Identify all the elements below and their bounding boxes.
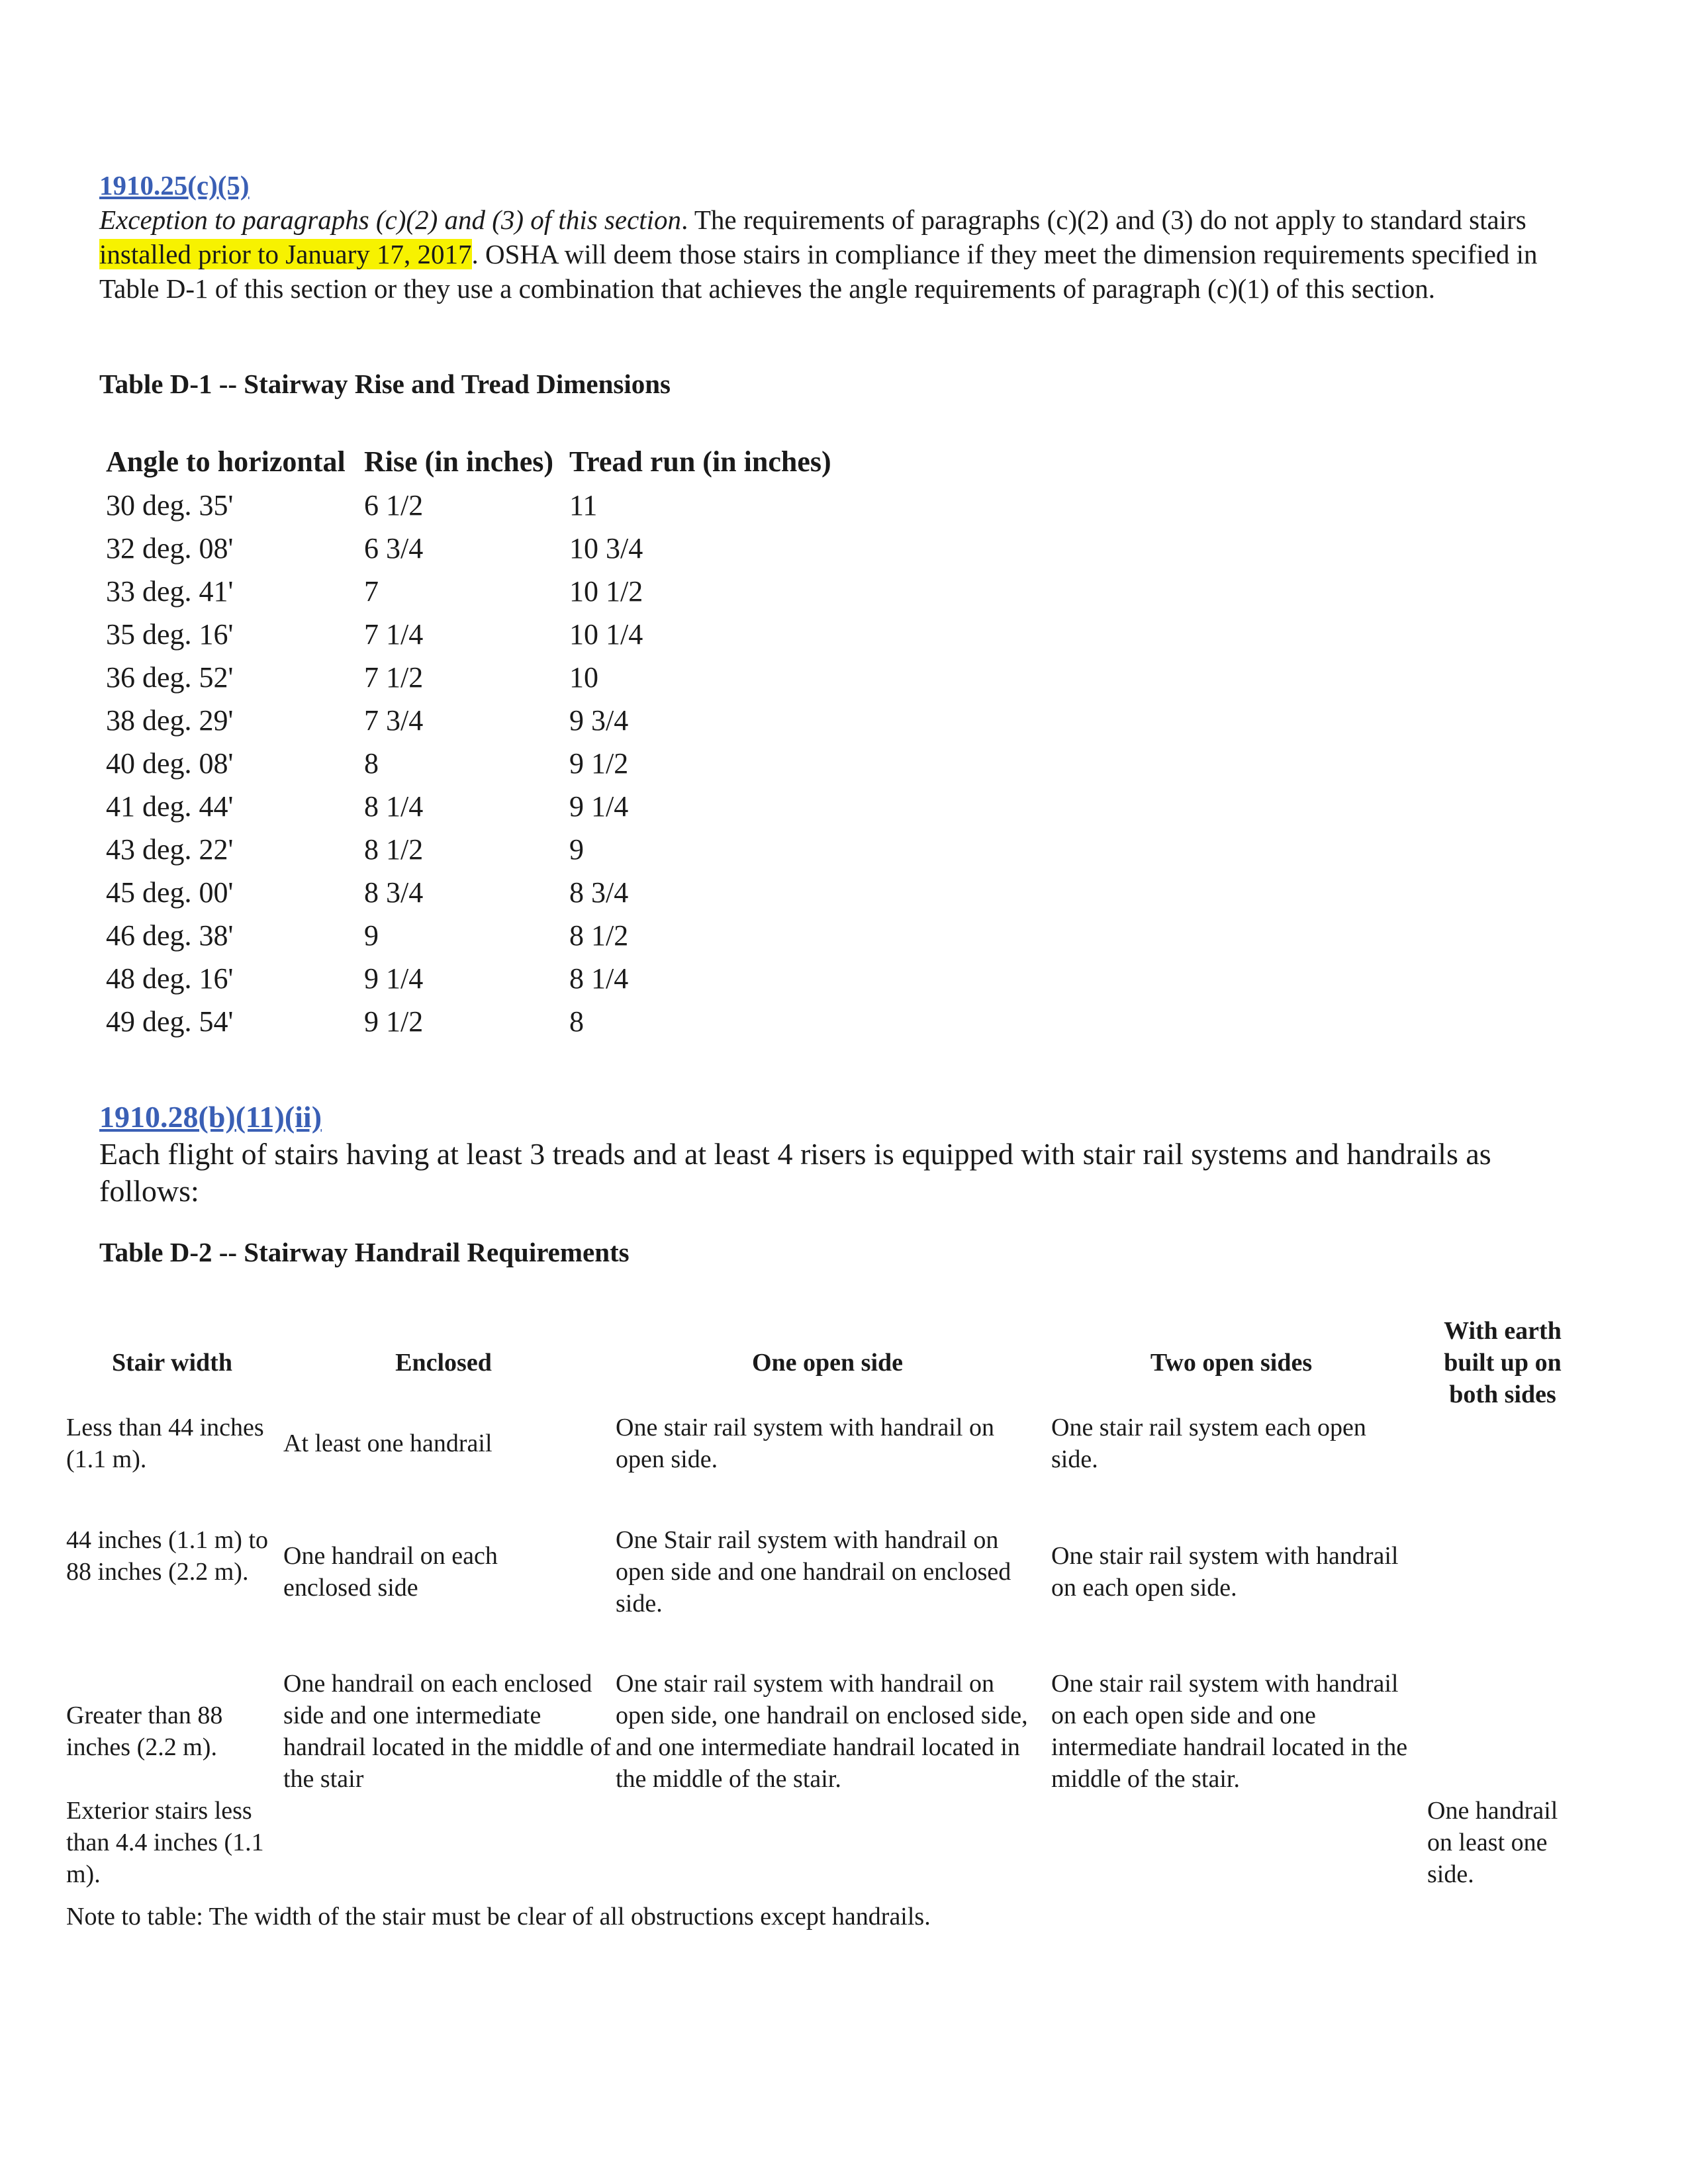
section-link-1910-28[interactable]: 1910.28(b)(11)(ii) bbox=[99, 1100, 322, 1134]
tread-cell: 9 bbox=[569, 833, 584, 866]
tread-cell: 10 1/4 bbox=[569, 618, 643, 651]
one-open-side-cell: One stair rail system with handrail on open side, one handrail on enclosed side, and one intermediate handrail located in the middle of the stair. bbox=[616, 1670, 1028, 1793]
rise-cell: 8 1/2 bbox=[364, 833, 424, 866]
angle-cell: 38 deg. 29' bbox=[106, 704, 234, 737]
section-1910-28 bbox=[99, 1099, 1595, 1210]
tread-cell: 10 bbox=[569, 661, 598, 694]
angle-cell: 43 deg. 22' bbox=[106, 833, 234, 866]
stair-width-cell: Greater than 88 inches (2.2 m). bbox=[66, 1702, 223, 1761]
paragraph-text-a: . The requirements of paragraphs (c)(2) and (3) do not apply to standard stairs bbox=[681, 205, 1526, 235]
rise-cell: 6 1/2 bbox=[364, 489, 424, 522]
angle-cell: 30 deg. 35' bbox=[106, 489, 234, 522]
table-d1-header-angle: Angle to horizontal bbox=[106, 445, 346, 478]
table-d2-title: Table D-2 -- Stairway Handrail Requirements bbox=[99, 1237, 630, 1267]
table-d2-header-enclosed: Enclosed bbox=[395, 1349, 492, 1377]
one-open-side-cell: One stair rail system with handrail on open side. bbox=[616, 1414, 994, 1473]
table-d2-header-earth: With earth built up on both sides bbox=[1444, 1317, 1562, 1408]
angle-cell: 46 deg. 38' bbox=[106, 919, 234, 952]
section-1910-25 bbox=[99, 168, 1595, 306]
section-1910-28-paragraph: Each flight of stairs having at least 3 treads and at least 4 risers is equipped with stair rail systems and handrails as follows: bbox=[99, 1137, 1491, 1208]
stair-width-cell: Less than 44 inches (1.1 m). bbox=[66, 1414, 264, 1473]
angle-cell: 35 deg. 16' bbox=[106, 618, 234, 651]
rise-cell: 6 3/4 bbox=[364, 532, 424, 565]
two-open-sides-cell: One stair rail system with handrail on each open side. bbox=[1051, 1542, 1399, 1602]
rise-cell: 7 3/4 bbox=[364, 704, 424, 737]
table-d1-header-rise: Rise (in inches) bbox=[364, 445, 553, 478]
rise-cell: 7 1/2 bbox=[364, 661, 424, 694]
one-open-side-cell: One Stair rail system with handrail on open side and one handrail on enclosed side. bbox=[616, 1526, 1011, 1617]
earth-cell: One handrail on least one side. bbox=[1427, 1797, 1558, 1888]
angle-cell: 33 deg. 41' bbox=[106, 575, 234, 608]
rise-cell: 7 1/4 bbox=[364, 618, 424, 651]
table-d2-note: Note to table: The width of the stair must be clear of all obstructions except handrails. bbox=[66, 1903, 931, 1931]
tread-cell: 8 1/4 bbox=[569, 962, 629, 995]
highlighted-text: installed prior to January 17, 2017 bbox=[99, 239, 472, 269]
table-d1-header-tread: Tread run (in inches) bbox=[569, 445, 831, 478]
section-1910-25-paragraph bbox=[99, 203, 1595, 306]
rise-cell: 9 1/2 bbox=[364, 1005, 424, 1038]
two-open-sides-cell: One stair rail system each open side. bbox=[1051, 1414, 1366, 1473]
tread-cell: 9 1/4 bbox=[569, 790, 629, 823]
table-d2-header-two-open-sides: Two open sides bbox=[1150, 1349, 1313, 1377]
table-d1-title: Table D-1 -- Stairway Rise and Tread Dimensions bbox=[99, 369, 671, 399]
angle-cell: 32 deg. 08' bbox=[106, 532, 234, 565]
tread-cell: 9 3/4 bbox=[569, 704, 629, 737]
angle-cell: 49 deg. 54' bbox=[106, 1005, 234, 1038]
enclosed-cell: One handrail on each enclosed side bbox=[283, 1542, 498, 1602]
rise-cell: 8 1/4 bbox=[364, 790, 424, 823]
enclosed-cell: At least one handrail bbox=[283, 1430, 492, 1457]
table-d2-header-one-open-side: One open side bbox=[751, 1349, 904, 1377]
stair-width-cell: Exterior stairs less than 4.4 inches (1.1 m). bbox=[66, 1797, 264, 1888]
angle-cell: 36 deg. 52' bbox=[106, 661, 234, 694]
table-d2-header-stair-width: Stair width bbox=[112, 1349, 232, 1377]
angle-cell: 48 deg. 16' bbox=[106, 962, 234, 995]
enclosed-cell: One handrail on each enclosed side and one intermediate handrail located in the middle of the stair bbox=[283, 1670, 611, 1793]
tread-cell: 9 1/2 bbox=[569, 747, 629, 780]
two-open-sides-cell: One stair rail system with handrail on each open side and one intermediate handrail located in the middle of the stair. bbox=[1051, 1670, 1408, 1793]
section-link-1910-25[interactable]: 1910.25(c)(5) bbox=[99, 170, 250, 201]
rise-cell: 9 1/4 bbox=[364, 962, 424, 995]
tread-cell: 8 1/2 bbox=[569, 919, 629, 952]
tread-cell: 10 3/4 bbox=[569, 532, 643, 565]
angle-cell: 41 deg. 44' bbox=[106, 790, 234, 823]
tread-cell: 8 bbox=[569, 1005, 584, 1038]
tread-cell: 10 1/2 bbox=[569, 575, 643, 608]
paragraph-text-b: . OSHA will deem those stairs in compliance if they meet the dimension requirements specified in Table D-1 of this section or they use a combination that achieves the angle requirements of paragraph (c)(1) of this section. bbox=[99, 239, 1538, 304]
rise-cell: 8 3/4 bbox=[364, 876, 424, 909]
angle-cell: 45 deg. 00' bbox=[106, 876, 234, 909]
tread-cell: 8 3/4 bbox=[569, 876, 629, 909]
tread-cell: 11 bbox=[569, 489, 598, 522]
angle-cell: 40 deg. 08' bbox=[106, 747, 234, 780]
stair-width-cell: 44 inches (1.1 m) to 88 inches (2.2 m). bbox=[66, 1526, 269, 1586]
paragraph-italic-lead: Exception to paragraphs (c)(2) and (3) of this section bbox=[99, 205, 682, 235]
rise-cell: 7 bbox=[364, 575, 379, 608]
rise-cell: 9 bbox=[364, 919, 379, 952]
rise-cell: 8 bbox=[364, 747, 379, 780]
